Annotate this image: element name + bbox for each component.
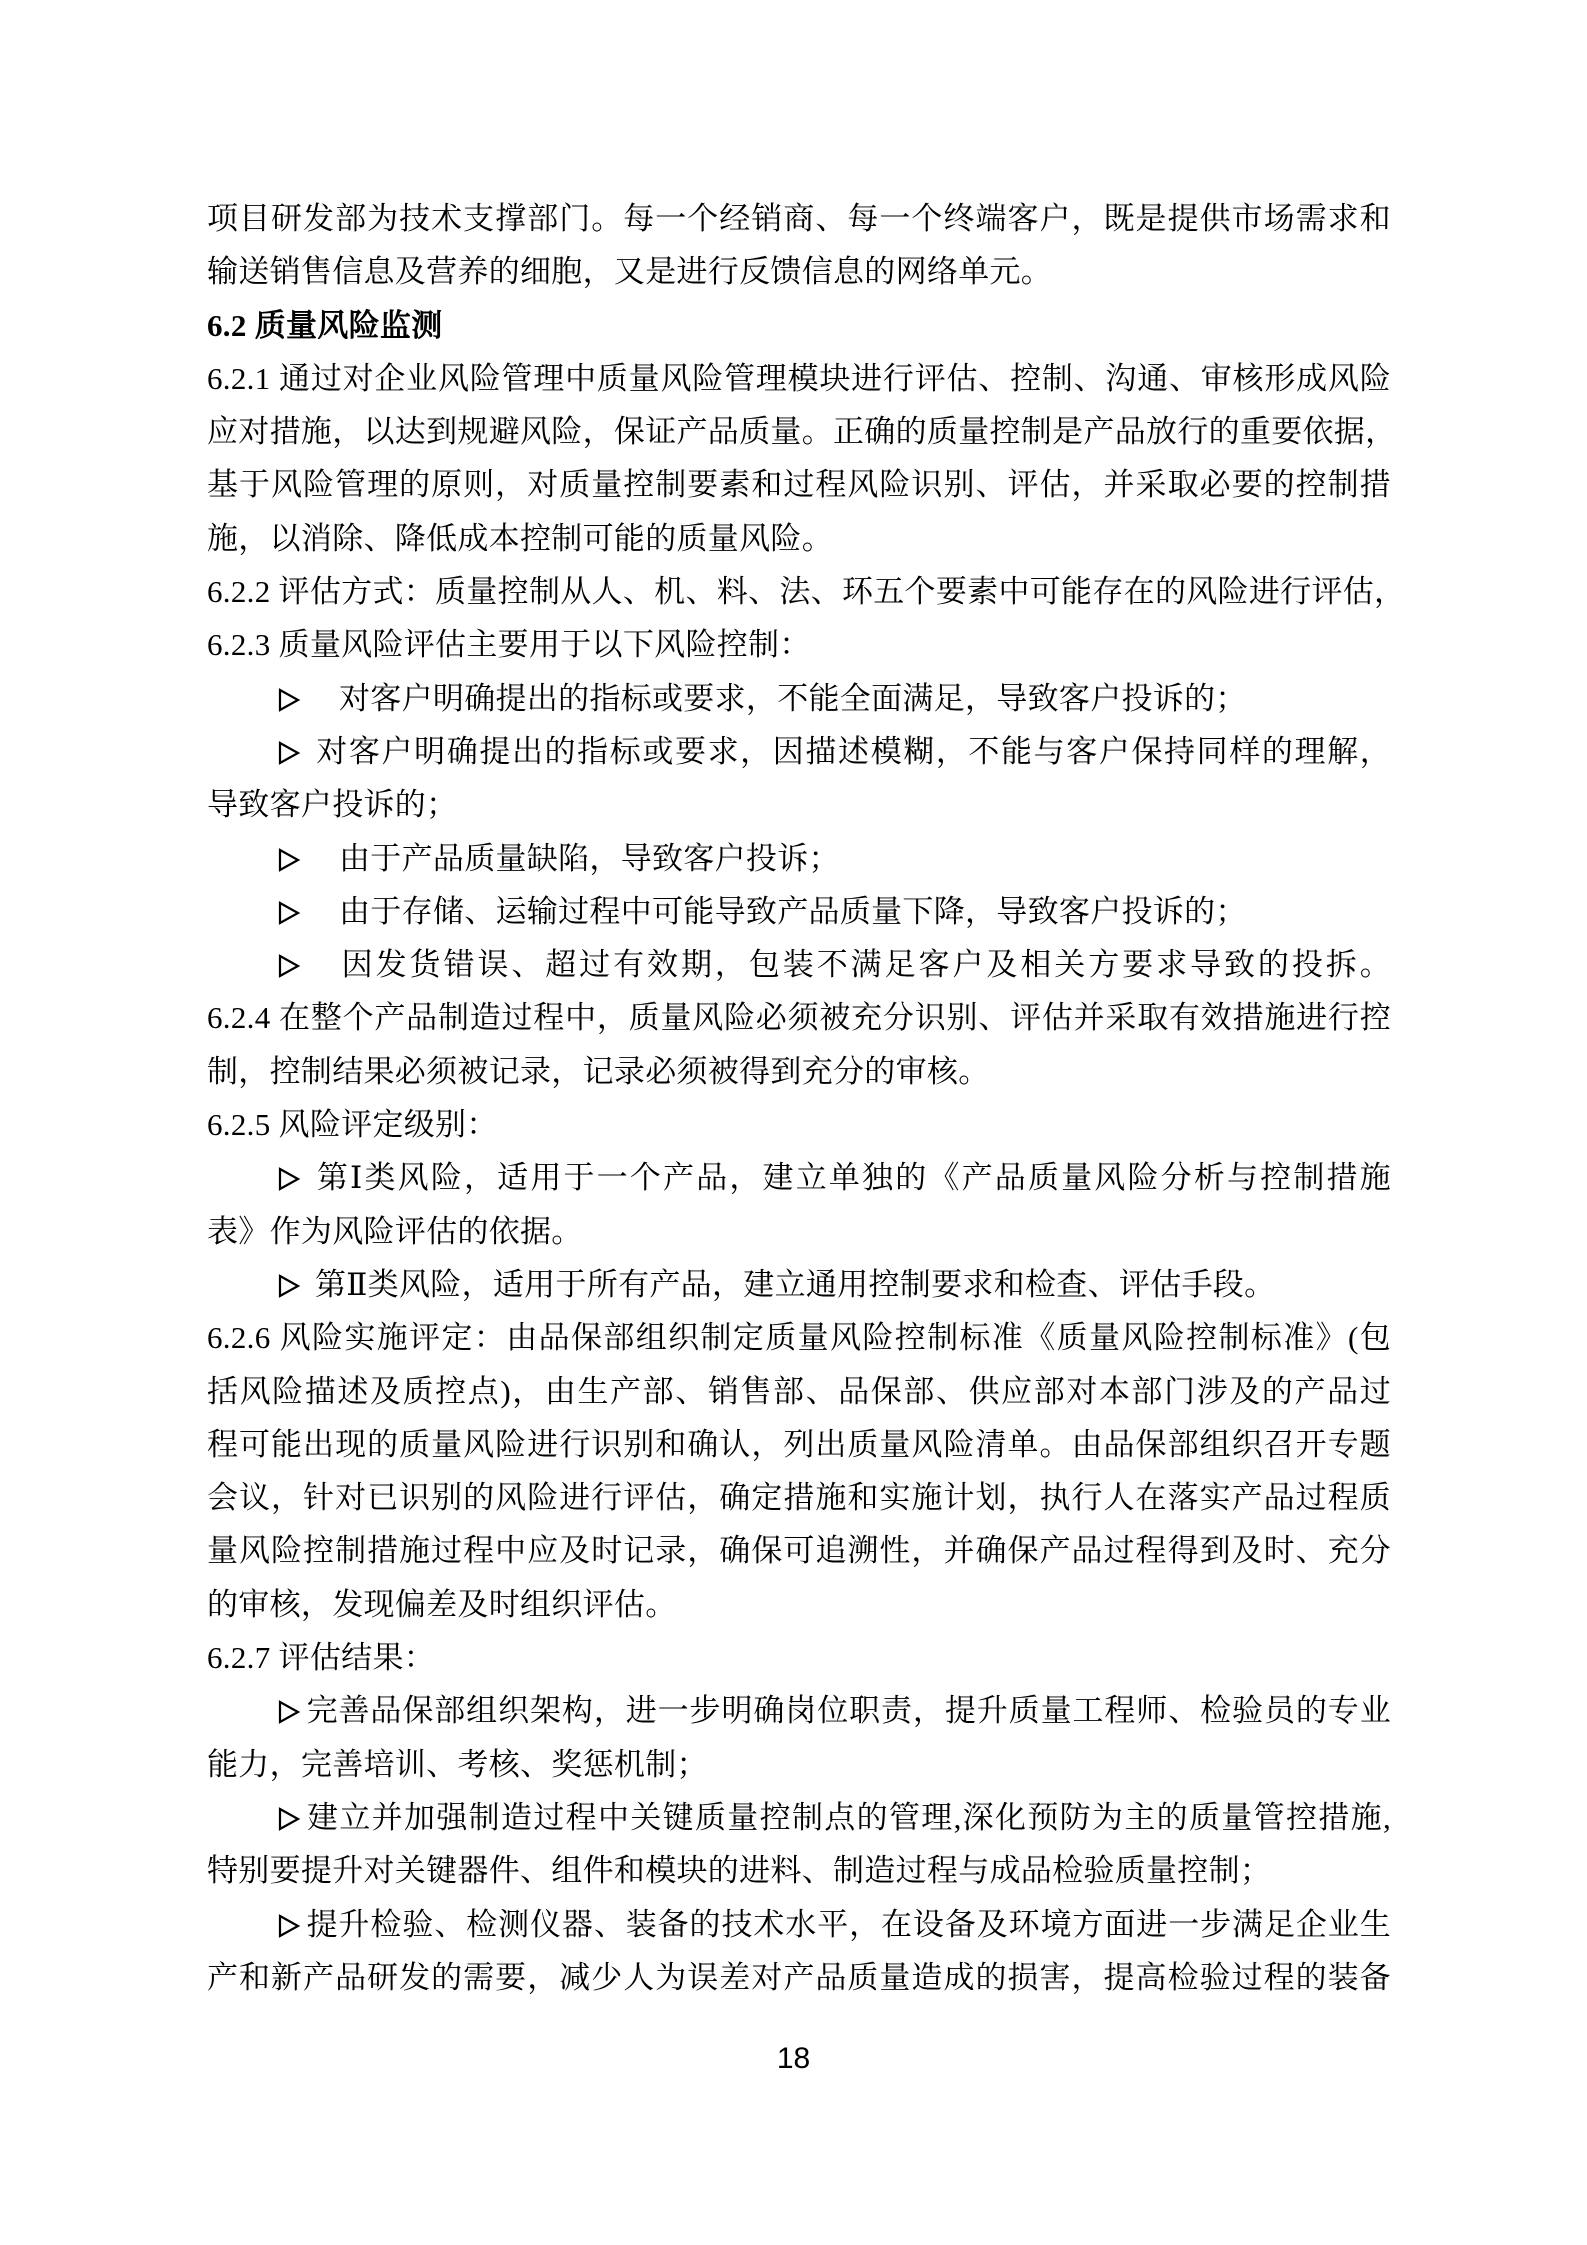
text-line: 制，控制结果必须被记录，记录必须被得到充分的审核。	[207, 1053, 990, 1089]
bullet-text: 第Ⅱ类风险，适用于所有产品，建立通用控制要求和检查、评估手段。	[315, 1266, 1276, 1302]
text-line: 6.2.2 评估方式：质量控制从人、机、料、法、环五个要素中可能存在的风险进行评估，	[207, 574, 1406, 610]
text-line: 量风险控制措施过程中应及时记录，确保可追溯性，并确保产品过程得到及时、充分	[207, 1533, 1391, 1569]
bullet-text: 由于存储、运输过程中可能导致产品质量下降，导致客户投诉的；	[339, 893, 1247, 929]
text-line: 6.2.6 风险实施评定：由品保部组织制定质量风险控制标准《质量风险控制标准》(包	[207, 1320, 1391, 1356]
text-line: 的审核，发现偏差及时组织评估。	[207, 1586, 677, 1622]
bullet-line	[207, 832, 1391, 885]
text-line: 应对措施，以达到规避风险，保证产品质量。正确的质量控制是产品放行的重要依据，	[207, 414, 1397, 450]
text-line: 导致客户投诉的；	[207, 787, 458, 823]
bullet-text: 对客户明确提出的指标或要求，不能全面满足，导致客户投诉的；	[339, 680, 1247, 716]
bullet-text: 因发货错误、超过有效期，包装不满足客户及相关方要求导致的投拆。	[339, 947, 1391, 983]
arrow-bullet-icon	[277, 672, 301, 725]
document-body	[207, 192, 1406, 2004]
arrow-bullet-icon	[277, 1898, 301, 1951]
arrow-bullet-icon	[277, 1151, 301, 1204]
bullet-line	[207, 1151, 1391, 1204]
arrow-bullet-icon	[277, 1684, 301, 1737]
text-line: 6.2.4 在整个产品制造过程中，质量风险必须被充分识别、评估并采取有效措施进行控	[207, 1000, 1391, 1036]
section-heading: 6.2 质量风险监测	[207, 307, 443, 343]
bullet-text: 对客户明确提出的指标或要求，因描述模糊，不能与客户保持同样的理解，	[315, 733, 1391, 769]
bullet-line	[207, 1791, 1391, 1844]
bullet-line	[207, 1684, 1391, 1737]
arrow-bullet-icon	[277, 725, 301, 778]
arrow-bullet-icon	[277, 1258, 301, 1311]
bullet-text: 完善品保部组织架构，进一步明确岗位职责，提升质量工程师、检验员的专业	[306, 1693, 1391, 1729]
text-line: 项目研发部为技术支撑部门。每一个经销商、每一个终端客户，既是提供市场需求和	[207, 201, 1391, 236]
text-line: 6.2.3 质量风险评估主要用于以下风险控制：	[207, 627, 811, 663]
text-line: 基于风险管理的原则，对质量控制要素和过程风险识别、评估，并采取必要的控制措	[207, 467, 1391, 503]
bullet-line	[207, 1258, 1391, 1311]
page-number: 18	[776, 2042, 811, 2075]
bullet-line	[207, 885, 1391, 938]
bullet-line	[207, 1898, 1391, 1951]
arrow-bullet-icon	[277, 1791, 301, 1844]
text-line: 输送销售信息及营养的细胞，又是进行反馈信息的网络单元。	[207, 254, 1053, 290]
arrow-bullet-icon	[277, 885, 301, 938]
arrow-bullet-icon	[277, 832, 301, 885]
text-line: 施，以消除、降低成本控制可能的质量风险。	[207, 520, 833, 556]
bullet-text: 第Ⅰ类风险，适用于一个产品，建立单独的《产品质量风险分析与控制措施	[315, 1160, 1391, 1196]
text-line: 特别要提升对关键器件、组件和模块的进料、制造过程与成品检验质量控制；	[207, 1853, 1272, 1889]
text-line: 表》作为风险评估的依据。	[207, 1213, 583, 1249]
text-line: 程可能出现的质量风险进行识别和确认，列出质量风险清单。由品保部组织召开专题	[207, 1426, 1391, 1462]
text-line: 6.2.1 通过对企业风险管理中质量风险管理模块进行评估、控制、沟通、审核形成风险	[207, 360, 1391, 396]
text-line: 产和新产品研发的需要，减少人为误差对产品质量造成的损害，提高检验过程的装备	[207, 1959, 1391, 1995]
text-line: 会议，针对已识别的风险进行评估，确定措施和实施计划，执行人在落实产品过程质	[207, 1480, 1391, 1516]
bullet-line	[207, 672, 1391, 725]
bullet-line	[207, 938, 1391, 991]
bullet-text: 由于产品质量缺陷，导致客户投诉；	[339, 840, 840, 876]
bullet-text: 提升检验、检测仪器、装备的技术水平，在设备及环境方面进一步满足企业生	[306, 1906, 1391, 1942]
text-line: 括风险描述及质控点)，由生产部、销售部、品保部、供应部对本部门涉及的产品过	[207, 1373, 1391, 1409]
text-line: 能力，完善培训、考核、奖惩机制；	[207, 1746, 708, 1782]
arrow-bullet-icon	[277, 938, 301, 991]
bullet-text: 建立并加强制造过程中关键质量控制点的管理,深化预防为主的质量管控措施,	[306, 1799, 1391, 1835]
bullet-line	[207, 725, 1391, 778]
text-line: 6.2.5 风险评定级别：	[207, 1107, 498, 1143]
text-line: 6.2.7 评估结果：	[207, 1640, 436, 1676]
